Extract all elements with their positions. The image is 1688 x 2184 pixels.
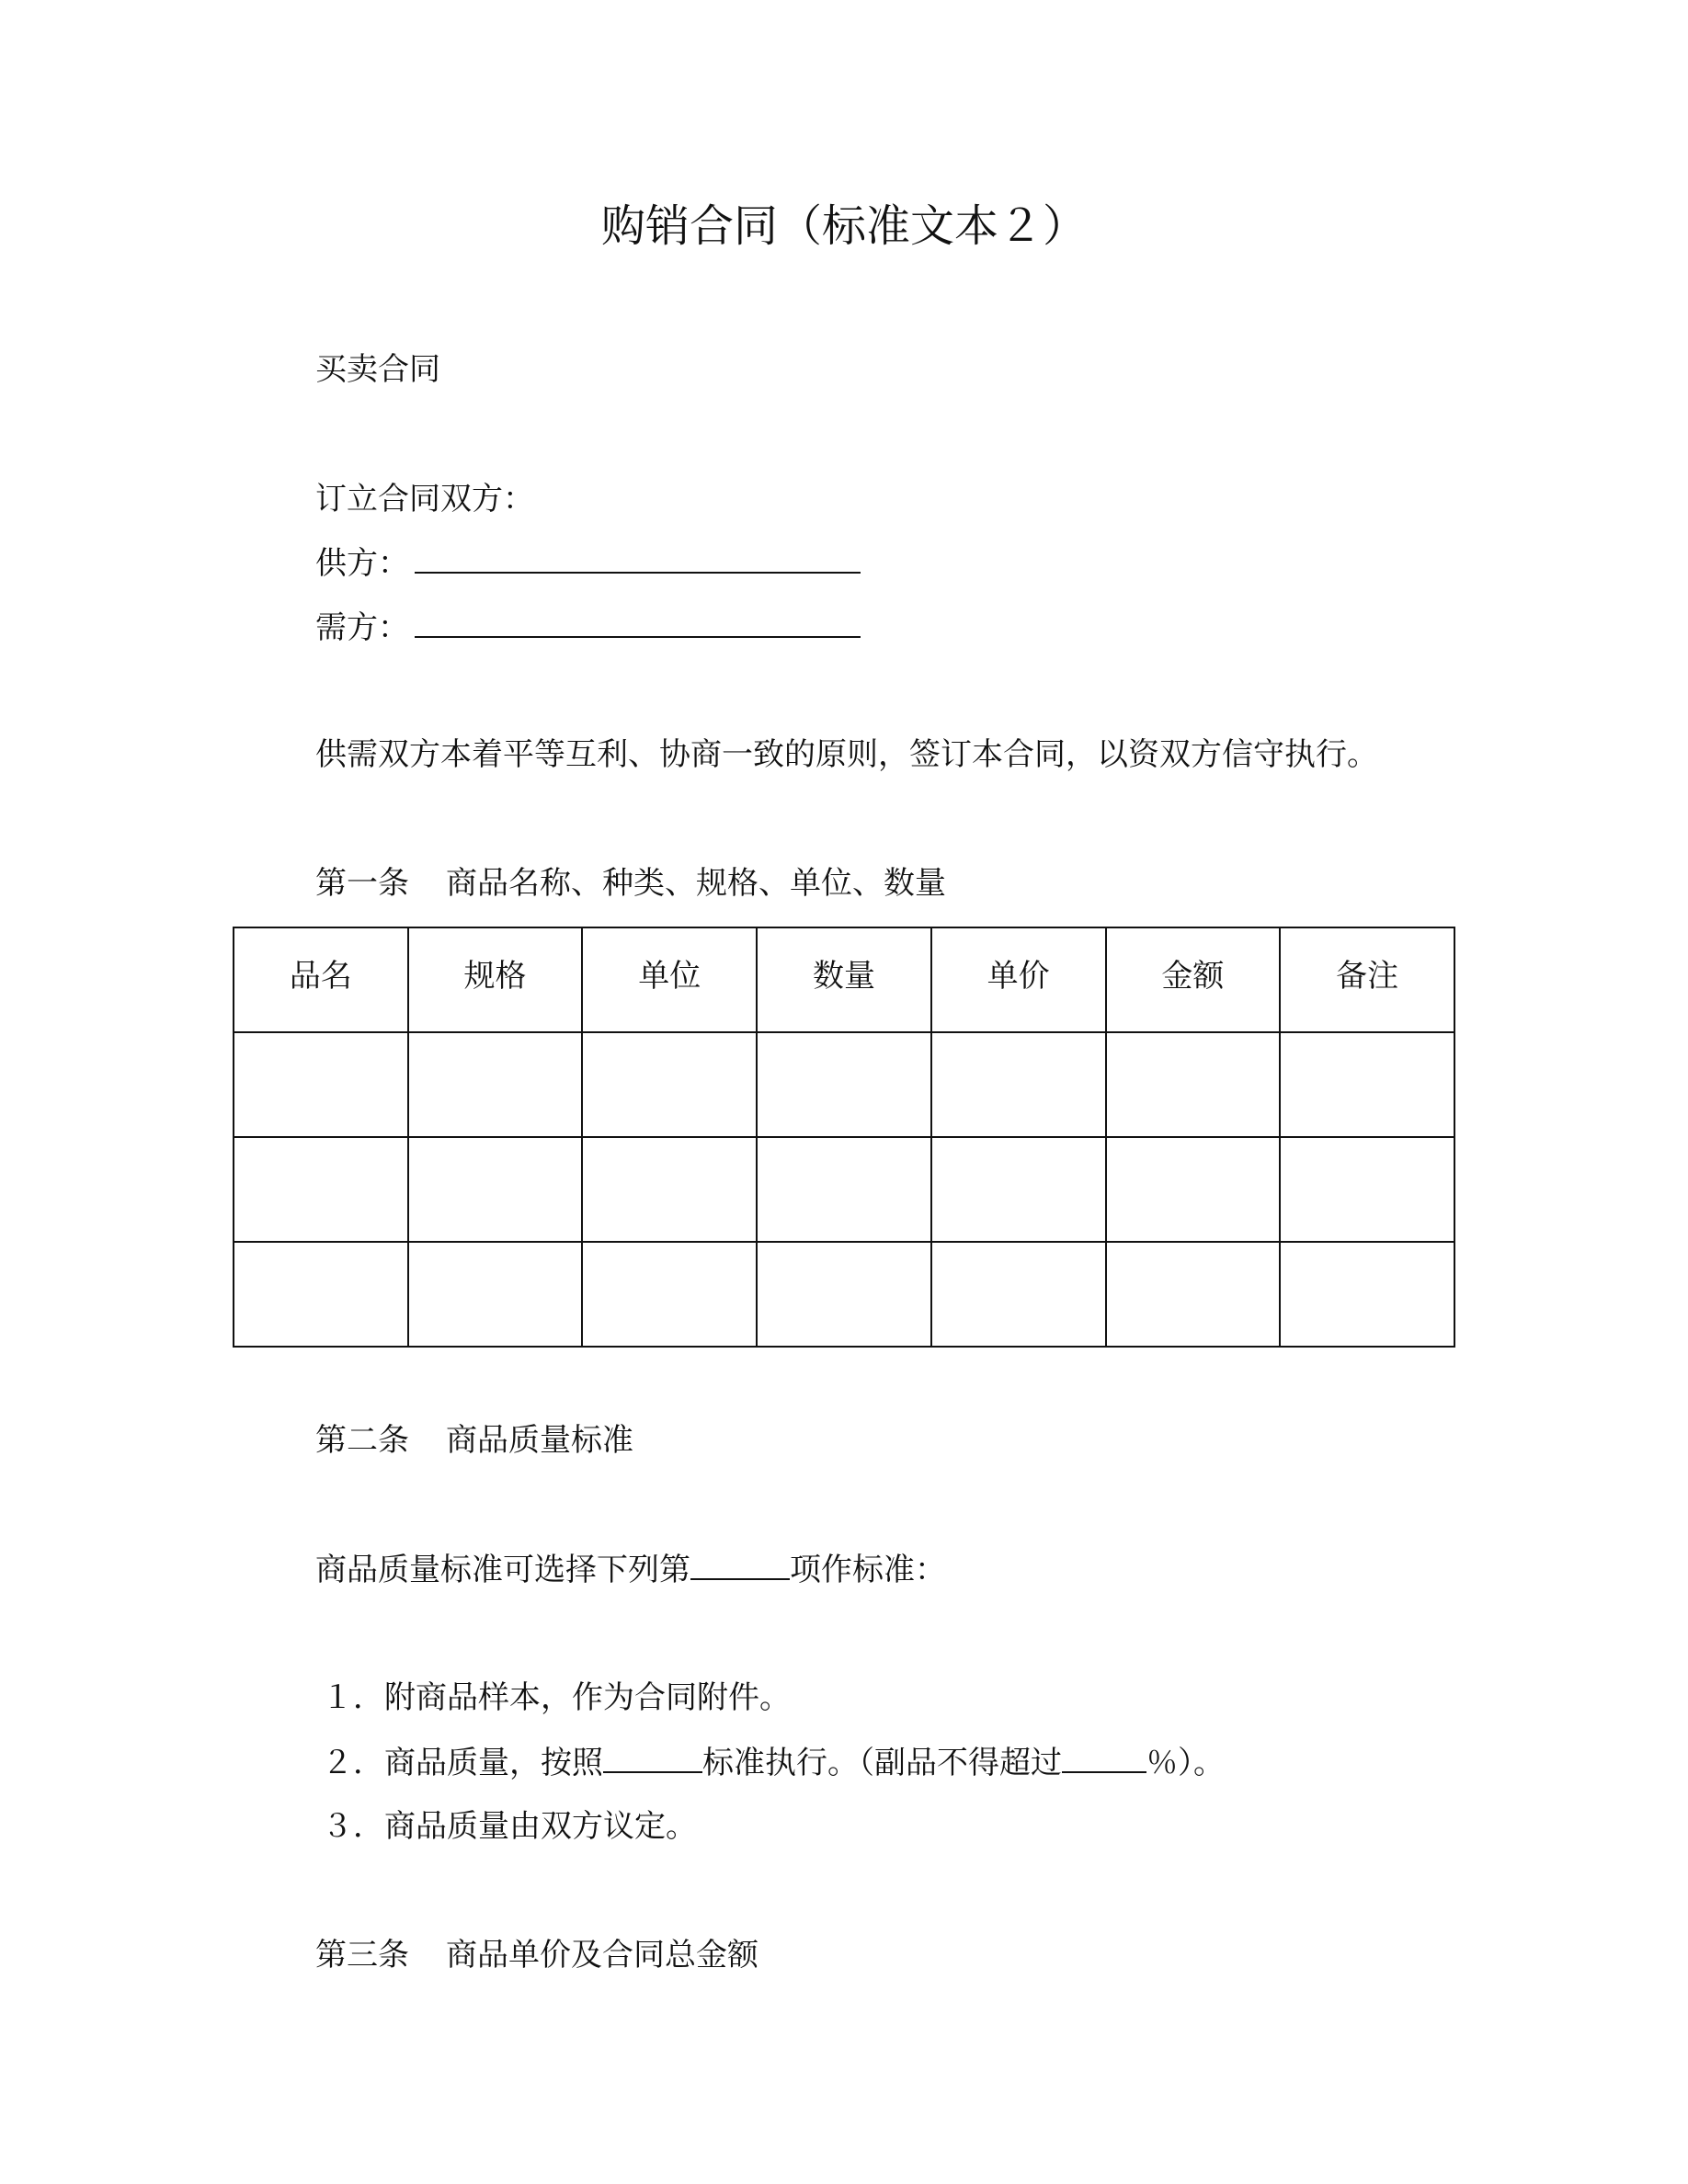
table-cell[interactable] bbox=[931, 1137, 1106, 1242]
table-cell[interactable] bbox=[1106, 1137, 1281, 1242]
table-cell[interactable] bbox=[1106, 1242, 1281, 1347]
table-cell[interactable] bbox=[408, 1137, 583, 1242]
table-cell[interactable] bbox=[1106, 1032, 1281, 1137]
table-cell[interactable] bbox=[234, 1242, 408, 1347]
table-cell[interactable] bbox=[408, 1032, 583, 1137]
list-item-number: ２． bbox=[322, 1745, 384, 1781]
table-cell[interactable] bbox=[234, 1032, 408, 1137]
buyer-line bbox=[315, 609, 861, 646]
preamble: 供需双方本着平等互利、协商一致的原则，签订本合同，以资双方信守执行。 bbox=[315, 736, 1378, 773]
supplier-blank[interactable] bbox=[415, 544, 861, 574]
list-item bbox=[322, 1679, 791, 1716]
goods-table bbox=[233, 927, 1455, 1348]
header-spec: 规格 bbox=[408, 927, 583, 1032]
header-product-name: 品名 bbox=[234, 927, 408, 1032]
article1-title: 商品名称、种类、规格、单位、数量 bbox=[446, 865, 946, 902]
buyer-blank[interactable] bbox=[415, 609, 861, 638]
article1-heading bbox=[315, 865, 946, 902]
list-item bbox=[322, 1744, 1225, 1781]
table-cell[interactable] bbox=[757, 1242, 931, 1347]
article1-number: 第一条 bbox=[315, 865, 409, 902]
article2-heading bbox=[315, 1422, 633, 1459]
parties-heading: 订立合同双方： bbox=[315, 481, 534, 518]
buyer-label: 需方： bbox=[315, 609, 409, 646]
table-cell[interactable] bbox=[931, 1032, 1106, 1137]
header-quantity: 数量 bbox=[757, 927, 931, 1032]
table-row bbox=[234, 1137, 1454, 1242]
article3-title: 商品单价及合同总金额 bbox=[446, 1937, 758, 1974]
supplier-line bbox=[315, 544, 861, 582]
percent-blank[interactable] bbox=[1062, 1744, 1146, 1773]
list-item-text: ％）。 bbox=[1146, 1745, 1225, 1781]
list-item-text: 标准执行。（副品不得超过 bbox=[702, 1745, 1062, 1781]
table-cell[interactable] bbox=[1280, 1242, 1454, 1347]
standard-blank[interactable] bbox=[603, 1744, 702, 1773]
table-cell[interactable] bbox=[408, 1242, 583, 1347]
table-row bbox=[234, 1032, 1454, 1137]
list-item-text: 商品质量由双方议定。 bbox=[384, 1808, 697, 1845]
header-unit-price: 单价 bbox=[931, 927, 1106, 1032]
table-cell[interactable] bbox=[1280, 1032, 1454, 1137]
article2-intro-after: 项作标准： bbox=[790, 1552, 946, 1588]
header-amount: 金额 bbox=[1106, 927, 1281, 1032]
header-remarks: 备注 bbox=[1280, 927, 1454, 1032]
table-cell[interactable] bbox=[1280, 1137, 1454, 1242]
table-row bbox=[234, 1242, 1454, 1347]
list-item-text: 商品质量，按照 bbox=[384, 1745, 603, 1781]
article2-title: 商品质量标准 bbox=[446, 1422, 633, 1459]
document-title: 购销合同（标准文本２） bbox=[600, 200, 1087, 252]
table-cell[interactable] bbox=[582, 1137, 757, 1242]
article2-intro-before: 商品质量标准可选择下列第 bbox=[315, 1552, 690, 1588]
table-cell[interactable] bbox=[234, 1137, 408, 1242]
header-unit: 单位 bbox=[582, 927, 757, 1032]
table-header-row bbox=[234, 927, 1454, 1032]
article2-intro bbox=[315, 1551, 946, 1588]
table-cell[interactable] bbox=[757, 1137, 931, 1242]
article3-heading bbox=[315, 1937, 758, 1974]
table-cell[interactable] bbox=[582, 1242, 757, 1347]
option-number-blank[interactable] bbox=[690, 1551, 790, 1580]
article2-number: 第二条 bbox=[315, 1422, 409, 1459]
list-item-number: ３． bbox=[322, 1808, 384, 1845]
list-item bbox=[322, 1808, 697, 1845]
article3-number: 第三条 bbox=[315, 1937, 409, 1974]
table-cell[interactable] bbox=[582, 1032, 757, 1137]
list-item-number: １． bbox=[322, 1679, 384, 1716]
list-item-text: 附商品样本，作为合同附件。 bbox=[384, 1679, 791, 1716]
table-cell[interactable] bbox=[931, 1242, 1106, 1347]
table-cell[interactable] bbox=[757, 1032, 931, 1137]
subtitle: 买卖合同 bbox=[315, 351, 440, 388]
supplier-label: 供方： bbox=[315, 545, 409, 582]
